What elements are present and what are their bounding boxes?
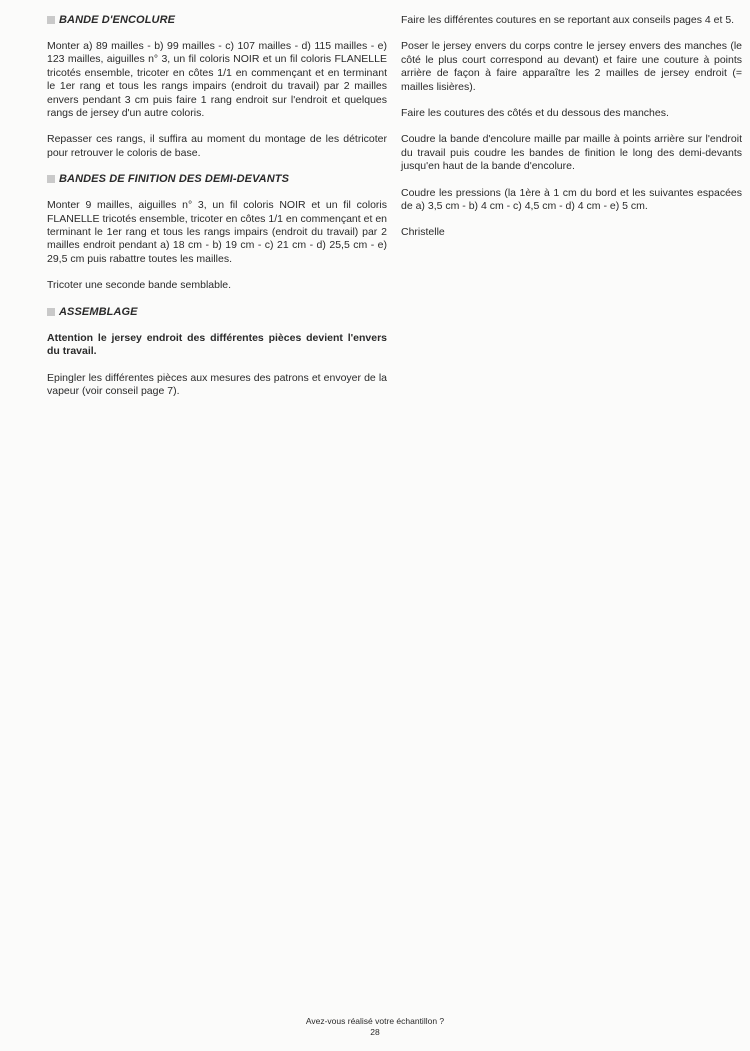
footer-question: Avez-vous réalisé votre échantillon ?: [305, 1016, 445, 1026]
paragraph: Faire les coutures des côtés et du dessous des manches.: [401, 107, 669, 120]
paragraph: Repasser ces rangs, il suffira au moment du montage de les détricoter pour retrouver le coloris de base.: [47, 133, 387, 159]
paragraph: Coudre la bande d'encolure maille par maille à points arrière sur l'endroit du travail puis coudre les bandes de finition le long des demi-devants jusqu'en haut de la bande d'encolure.: [401, 133, 742, 173]
section-heading-assemblage: [47, 306, 387, 318]
paragraph: Epingler les différentes pièces aux mesures des patrons et envoyer de la vapeur (voir conseil page 7).: [47, 371, 387, 397]
paragraph: Tricoter une seconde bande semblable.: [47, 279, 232, 292]
page-number: 28: [370, 1027, 380, 1037]
section-heading-bandes-finition: [47, 173, 387, 185]
paragraph: Coudre les pressions (la 1ère à 1 cm du bord et les suivantes espacées de a) 3,5 cm - b) 4 cm - c) 4,5 cm - d) 4 cm - e) 5 cm.: [401, 186, 742, 213]
heading-text: BANDES DE FINITION DES DEMI-DEVANTS: [59, 173, 290, 186]
square-bullet-icon: [47, 175, 55, 183]
paragraph: Poser le jersey envers du corps contre le jersey envers des manches (le côté le plus court correspond au devant) et faire une couture à points arrière de façon à faire apparaître les 2 mailles de jersey endroit (= mailles lisières).: [401, 40, 742, 93]
paragraph: Monter 9 mailles, aiguilles n° 3, un fil coloris NOIR et un fil coloris FLANELLE tricotés ensemble, tricoter en côtes 1/1 en commençant et en terminant le 1er rang et tous les rangs impairs (endroit du travail) par 2 mailles endroit pendant a) 18 cm - b) 19 cm - c) 21 cm - d) 25,5 cm - e) 29,5 cm puis rabattre toutes les mailles.: [47, 199, 387, 265]
paragraph: Faire les différentes coutures en se reportant aux conseils pages 4 et 5.: [401, 14, 735, 26]
heading-text: BANDE D'ENCOLURE: [59, 14, 176, 26]
square-bullet-icon: [47, 16, 55, 24]
paragraph: Monter a) 89 mailles - b) 99 mailles - c) 107 mailles - d) 115 mailles - e) 123 mailles, aiguilles n° 3, un fil coloris NOIR et un fil coloris FLANELLE tricotés ensemble, tricoter en côtes 1/1 en commençant et en terminant le 1er rang et tous les rangs impairs (endroit du travail) par 2 mailles envers pendant 3 cm puis faire 1 rang endroit sur l'endroit et quelques rangs de jersey d'un autre coloris.: [47, 40, 387, 120]
page-footer: [0, 1016, 750, 1038]
heading-text: ASSEMBLAGE: [59, 305, 138, 318]
square-bullet-icon: [47, 308, 55, 316]
right-column: [401, 14, 742, 253]
left-column: [47, 14, 387, 411]
section-heading-bande-encolure: [47, 14, 387, 26]
signature: Christelle: [401, 226, 445, 239]
warning-paragraph: Attention le jersey endroit des différentes pièces devient l'envers du travail.: [47, 331, 387, 358]
